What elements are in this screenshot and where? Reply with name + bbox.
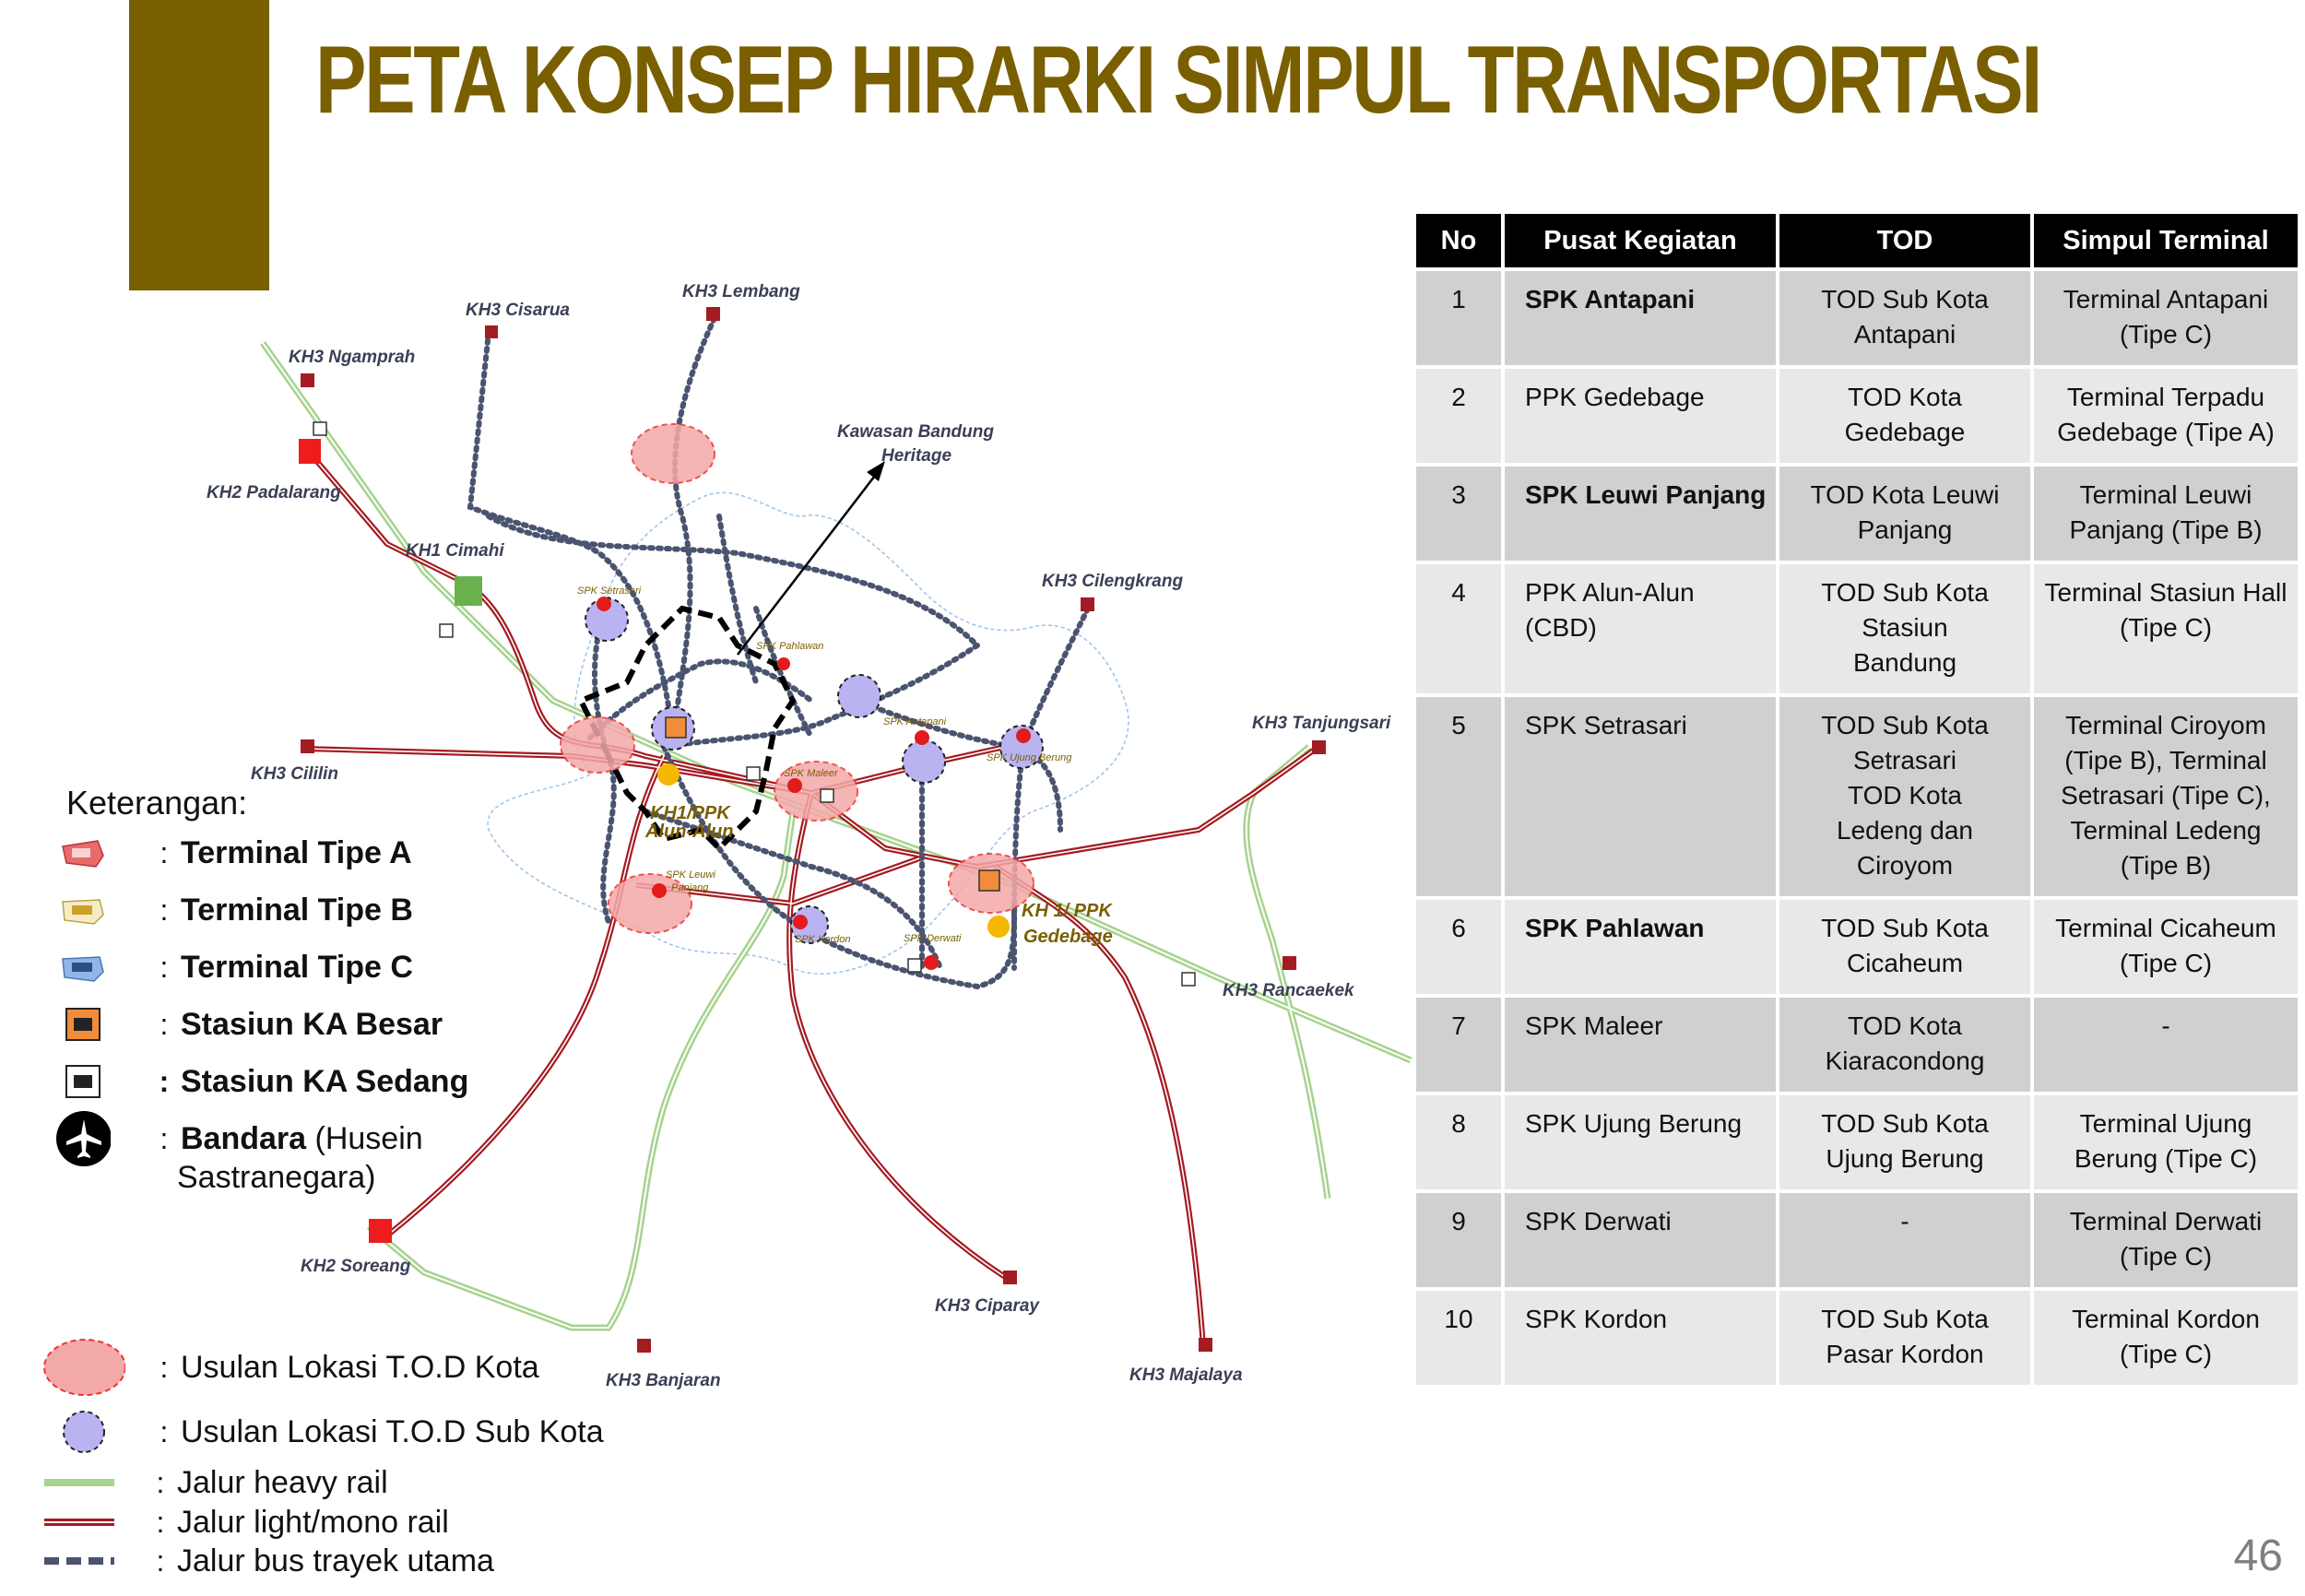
heavy-rail-icon (42, 1462, 116, 1503)
header-pusat-kegiatan: Pusat Kegiatan (1505, 214, 1776, 267)
table-row (1416, 467, 2298, 561)
cell-line: Ciroyom (1856, 851, 1954, 880)
legend-title: Keterangan: (66, 784, 248, 822)
cell-pusat-kegiatan: SPK Pahlawan (1505, 900, 1776, 994)
cell-line: Panjang (1857, 515, 1953, 544)
cell-pusat-kegiatan: SPK Kordon (1505, 1291, 1776, 1385)
cell-line: (Tipe C) (2119, 1340, 2213, 1368)
cell-line: Antapani (1853, 320, 1956, 349)
cell-line: Terminal Kordon (2072, 1305, 2260, 1333)
cell-line: Terminal Stasiun Hall (2044, 578, 2287, 607)
cell-no: 1 (1416, 271, 1501, 365)
table-row (1416, 1291, 2298, 1385)
terminal-c-icon (55, 947, 111, 987)
bus-route-icon (42, 1541, 116, 1581)
cell-line: TOD Sub Kota (1821, 285, 1989, 313)
legend-item (55, 1001, 443, 1047)
airport-icon (55, 1118, 111, 1159)
label-kh3-tanjungsari: KH3 Tanjungsari (1252, 714, 1391, 733)
label-kh3-cisarua: KH3 Cisarua (466, 301, 570, 320)
legend-colon: : (159, 1064, 170, 1098)
label-spk-maleer: SPK Maleer (784, 768, 838, 779)
cell-no: 7 (1416, 998, 1501, 1092)
cell-line: TOD Sub Kota (1821, 1109, 1989, 1138)
cell-no: 3 (1416, 467, 1501, 561)
table-body (1416, 271, 2298, 1385)
table-row (1416, 900, 2298, 994)
legend-colon: : (156, 1505, 165, 1539)
cell-line: Cicaheum (1846, 949, 1964, 977)
label-kh1-cimahi: KH1 Cimahi (406, 541, 504, 561)
heritage-arrow (738, 468, 881, 655)
cell-line: Terminal Ledeng (2070, 816, 2262, 845)
label-spk-leuwi-2: Panjang (671, 882, 709, 893)
title-accent-bar (129, 0, 269, 290)
cell-line: Setrasari (Tipe C), (2061, 781, 2271, 810)
label-spk-pahlawan: SPK Pahlawan (756, 641, 824, 652)
label-kh2-padalarang: KH2 Padalarang (207, 483, 341, 502)
legend-item (55, 830, 412, 876)
legend-label: Usulan Lokasi T.O.D Kota (181, 1349, 539, 1385)
cell-line: TOD Sub Kota (1821, 578, 1989, 607)
header-tod: TOD (1779, 214, 2030, 267)
station-large-icon (55, 1004, 111, 1045)
cell-line: TOD Kota (1848, 383, 1962, 411)
cell-simpul-terminal (2034, 467, 2298, 561)
cell-tod (1779, 369, 2030, 463)
cell-line: Pasar Kordon (1826, 1340, 1984, 1368)
legend-colon: : (160, 1350, 169, 1384)
airport-label-line2: Sastranegara) (177, 1160, 376, 1195)
label-kh3-cilengkrang: KH3 Cilengkrang (1042, 572, 1184, 591)
cell-no: 8 (1416, 1095, 1501, 1189)
cell-line: Bandung (1852, 648, 1957, 677)
label-heritage-2: Heritage (881, 446, 952, 466)
cell-line: TOD Sub Kota (1821, 711, 1989, 739)
cell-pusat-kegiatan: SPK Maleer (1505, 998, 1776, 1092)
cell-line: Ujung Berung (1826, 1144, 1984, 1173)
legend-label: Jalur bus trayek utama (177, 1543, 494, 1578)
cell-line: (Tipe C) (2119, 1242, 2213, 1271)
cell-line: Ledeng dan (1837, 816, 1973, 845)
label-spk-kordon: SPK Kordon (795, 934, 851, 945)
cell-pusat-kegiatan: PPK Gedebage (1505, 369, 1776, 463)
legend-label (181, 1121, 423, 1157)
cell-line: TOD Kota (1848, 1011, 1962, 1040)
terminal-b-icon (55, 890, 111, 930)
legend-colon: : (160, 1414, 169, 1448)
cell-line: Terminal Leuwi (2079, 480, 2252, 509)
label-heritage-1: Kawasan Bandung (837, 422, 994, 442)
cell-simpul-terminal (2034, 369, 2298, 463)
cell-line: TOD Sub Kota (1821, 914, 1989, 942)
legend-label: Jalur heavy rail (177, 1464, 388, 1500)
cell-pusat-kegiatan: PPK Alun-Alun (CBD) (1505, 564, 1776, 693)
cell-tod (1779, 697, 2030, 896)
kh1-cimahi-node (455, 576, 482, 606)
legend-item (55, 944, 413, 990)
cell-tod (1779, 998, 2030, 1092)
cell-simpul-terminal (2034, 697, 2298, 896)
cell-no: 4 (1416, 564, 1501, 693)
airport-label-bold: Bandara (181, 1120, 307, 1156)
tod-subkota-icon (42, 1412, 125, 1452)
label-kh3-ngamprah: KH3 Ngamprah (289, 348, 416, 367)
table-row (1416, 271, 2298, 365)
cell-no: 6 (1416, 900, 1501, 994)
legend-item (42, 1409, 604, 1455)
legend-label: Usulan Lokasi T.O.D Sub Kota (181, 1413, 604, 1449)
page-number: 46 (2233, 1531, 2283, 1580)
cell-no: 2 (1416, 369, 1501, 463)
cell-line: TOD Kota (1848, 781, 1962, 810)
cell-pusat-kegiatan: SPK Derwati (1505, 1193, 1776, 1287)
label-kh1-gedebage-2: Gedebage (1023, 927, 1113, 947)
table-row (1416, 564, 2298, 693)
station-medium-icon (55, 1061, 111, 1102)
heavy-rail-lines (263, 343, 1411, 1328)
cell-tod (1779, 1193, 2030, 1287)
cell-simpul-terminal (2034, 900, 2298, 994)
legend-colon: : (160, 1007, 169, 1041)
header-no: No (1416, 214, 1501, 267)
cell-line: TOD Sub Kota (1821, 1305, 1989, 1333)
label-kh3-rancaekek: KH3 Rancaekek (1223, 981, 1354, 1000)
light-rail-icon (42, 1502, 116, 1543)
table-row (1416, 1193, 2298, 1287)
cell-line: (Tipe C) (2119, 320, 2213, 349)
table-header-row (1416, 214, 2298, 267)
legend-colon: : (156, 1465, 165, 1499)
label-kh1-alun-1: KH1/PPK (650, 803, 730, 823)
airport-label-rest: (Husein (306, 1120, 423, 1156)
cell-tod (1779, 1291, 2030, 1385)
cell-tod (1779, 564, 2030, 693)
cell-line: - (1900, 1207, 1909, 1235)
cell-simpul-terminal (2034, 1193, 2298, 1287)
label-spk-leuwi-1: SPK Leuwi (666, 869, 715, 881)
cell-tod (1779, 271, 2030, 365)
cell-line: Panjang (Tipe B) (2069, 515, 2263, 544)
cell-line: Gedebage (Tipe A) (2057, 418, 2275, 446)
cell-line: (Tipe B) (2120, 851, 2212, 880)
cell-simpul-terminal (2034, 1291, 2298, 1385)
cell-line: Gedebage (1844, 418, 1966, 446)
cell-line: (Tipe C) (2119, 949, 2213, 977)
cell-tod (1779, 467, 2030, 561)
cell-simpul-terminal (2034, 271, 2298, 365)
cell-pusat-kegiatan: SPK Leuwi Panjang (1505, 467, 1776, 561)
legend-colon: : (160, 893, 169, 927)
legend-item (55, 1116, 423, 1162)
legend-label: Stasiun KA Besar (181, 1006, 443, 1042)
label-spk-derwati: SPK Derwati (904, 933, 962, 944)
legend-label: Jalur light/mono rail (177, 1504, 449, 1540)
legend-colon: : (160, 835, 169, 869)
label-kh3-majalaya: KH3 Majalaya (1129, 1365, 1243, 1385)
label-kh1-gedebage-1: KH 1/ PPK (1022, 901, 1112, 921)
cell-line: Setrasari (1852, 746, 1957, 774)
terminal-a-icon (55, 833, 111, 873)
cell-no: 9 (1416, 1193, 1501, 1287)
label-kh3-ciparay: KH3 Ciparay (935, 1296, 1039, 1316)
legend-label: Terminal Tipe B (181, 892, 413, 928)
cell-pusat-kegiatan: SPK Setrasari (1505, 697, 1776, 896)
cell-no: 10 (1416, 1291, 1501, 1385)
table-row (1416, 998, 2298, 1092)
cell-simpul-terminal (2034, 998, 2298, 1092)
legend-colon: : (156, 1543, 165, 1578)
cell-line: Terminal Antapani (2063, 285, 2269, 313)
legend-label: Terminal Tipe C (181, 949, 413, 985)
legend-colon: : (160, 1121, 169, 1155)
cell-line: (Tipe B), Terminal (2064, 746, 2267, 774)
cell-line: (Tipe C) (2119, 613, 2213, 642)
cell-no: 5 (1416, 697, 1501, 896)
legend-item (42, 1344, 539, 1390)
legend-item (55, 1058, 468, 1105)
legend-item (55, 887, 413, 933)
label-kh1-alun-2: Alun-Alun (645, 822, 734, 842)
cell-line: Terminal Ujung (2079, 1109, 2252, 1138)
page-title: PETA KONSEP HIRARKI SIMPUL TRANSPORTASI (315, 27, 2041, 134)
label-kh3-lembang: KH3 Lembang (682, 282, 800, 301)
cell-line: Stasiun (1862, 613, 1948, 642)
label-kh2-soreang: KH2 Soreang (301, 1257, 411, 1276)
legend-colon: : (160, 950, 169, 984)
cell-line: Kiaracondong (1825, 1046, 1985, 1075)
label-spk-antapani: SPK Antapani (883, 716, 947, 727)
legend-label: Terminal Tipe A (181, 834, 412, 870)
cell-line: Terminal Derwati (2069, 1207, 2263, 1235)
cell-tod (1779, 900, 2030, 994)
legend-item (42, 1538, 494, 1584)
cell-simpul-terminal (2034, 564, 2298, 693)
cell-line: Berung (Tipe C) (2074, 1144, 2258, 1173)
table-row (1416, 1095, 2298, 1189)
cell-tod (1779, 1095, 2030, 1189)
kh3-nodes (301, 307, 1326, 1353)
cell-line: Terminal Ciroyom (2065, 711, 2266, 739)
legend-label: Stasiun KA Sedang (181, 1063, 469, 1099)
cell-pusat-kegiatan: SPK Antapani (1505, 271, 1776, 365)
header-simpul-terminal: Simpul Terminal (2034, 214, 2298, 267)
label-kh3-cililin: KH3 Cililin (251, 764, 339, 784)
label-spk-setrasari: SPK Setrasari (577, 585, 642, 597)
label-kh3-banjaran: KH3 Banjaran (606, 1371, 721, 1390)
cell-line: - (2161, 1011, 2170, 1040)
hierarchy-table (1413, 210, 2301, 1389)
table-row (1416, 369, 2298, 463)
label-spk-ujung-berung: SPK Ujung Berung (987, 752, 1072, 763)
cell-line: TOD Kota Leuwi (1810, 480, 2000, 509)
tod-kota-icon (42, 1347, 125, 1388)
cell-simpul-terminal (2034, 1095, 2298, 1189)
table-row (1416, 697, 2298, 896)
cell-line: Terminal Terpadu (2066, 383, 2265, 411)
cell-pusat-kegiatan: SPK Ujung Berung (1505, 1095, 1776, 1189)
cell-line: Terminal Cicaheum (2055, 914, 2276, 942)
